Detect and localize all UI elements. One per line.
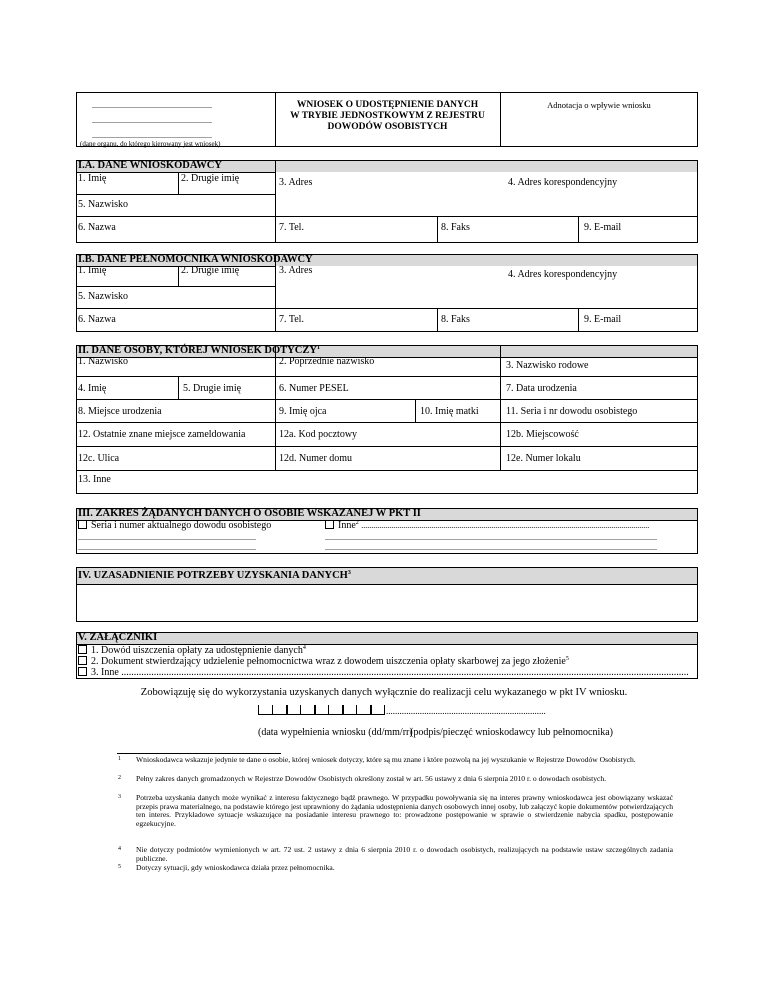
form-title-line-1: WNIOSEK O UDOSTĘPNIENIE DANYCH [296, 100, 479, 110]
ii-mother-name[interactable]: 10. Imię matki [420, 406, 479, 417]
ib-second-name[interactable]: 2. Drugie imię [181, 265, 240, 276]
organ-dots-1: ............................................................ [92, 101, 212, 110]
ib-address[interactable]: 3. Adres [279, 265, 313, 276]
footnote-separator [117, 753, 281, 754]
ia-second-name[interactable]: 2. Drugie imię [181, 173, 240, 184]
v-checkbox-other[interactable] [78, 667, 87, 676]
iii-checkbox-other[interactable] [325, 520, 334, 529]
ii-previous-surname[interactable]: 2. Poprzednie nazwisko [279, 356, 375, 367]
ii-father-name[interactable]: 9. Imię ojca [279, 406, 327, 417]
ii-street[interactable]: 12c. Ulica [78, 453, 120, 464]
ia-email[interactable]: 9. E-mail [584, 222, 622, 233]
footnote-2: Pełny zakres danych gromadzonych w Rejestrze Dowodów Osobistych określony został w art. 56 ustawy z dnia 6 sierpnia 2010 r. o dowodach osobistych. [136, 774, 607, 783]
ii-pesel[interactable]: 6. Numer PESEL [279, 383, 349, 394]
ii-birth-date[interactable]: 7. Data urodzenia [506, 383, 577, 394]
v-checkbox-fee-proof[interactable] [78, 645, 87, 654]
footnote-3-number: 3 [118, 794, 121, 800]
v-item-power-of-attorney[interactable]: 2. Dokument stwierdzający udzielenie pełnomocnictwa wraz z dowodem uiszczenia opłaty skarbowej za jego złożenie$^5$ [78, 656, 569, 667]
section-ib-title: I.B. DANE PEŁNOMOCNIKA WNIOSKODAWCY [78, 254, 313, 265]
ii-house-number[interactable]: 12d. Numer domu [279, 453, 353, 464]
ib-correspondence-address[interactable]: 4. Adres korespondencyjny [508, 269, 618, 280]
ia-correspondence-address[interactable]: 4. Adres korespondencyjny [508, 177, 618, 188]
v-item-fee-proof[interactable]: 1. Dowód uiszczenia opłaty za udostępnienie danych$^4$ [78, 645, 306, 656]
footnote-4-number: 4 [118, 846, 121, 852]
date-boxes[interactable] [258, 705, 398, 717]
iii-option-other[interactable]: Inne$^2$ ................................................................................................................................................ [325, 520, 649, 531]
footnote-2-number: 2 [118, 775, 121, 781]
ib-name[interactable]: 6. Nazwa [78, 314, 116, 325]
form-title-line-2: W TRYBIE JEDNOSTKOWYM Z REJESTRU [290, 111, 485, 121]
iii-option-id-series[interactable]: Seria i numer aktualnego dowodu osobistego [78, 520, 271, 531]
iii-left-dots-2: ......................................................................................... [78, 543, 256, 552]
date-label: (data wypełnienia wniosku (dd/mm/rr) [258, 727, 413, 738]
ib-first-name[interactable]: 1. Imię [78, 265, 107, 276]
ib-surname[interactable]: 5. Nazwisko [78, 291, 128, 302]
section-ii [76, 345, 698, 494]
signature-label: (podpis/pieczęć wnioskodawcy lub pełnomocnika) [410, 727, 613, 738]
v-item-other[interactable]: 3. Inne ................................................................................................................................................................................................................................... [78, 667, 694, 678]
section-ia-title: I.A. DANE WNIOSKODAWCY [78, 160, 222, 171]
ii-city[interactable]: 12b. Miejscowość [506, 429, 579, 440]
v-checkbox-power-of-attorney[interactable] [78, 656, 87, 665]
section-iv-title: IV. UZASADNIENIE POTRZEBY UZYSKANIA DANYCH$^3$ [78, 570, 351, 581]
iii-checkbox-id-series[interactable] [78, 520, 87, 529]
iii-left-dots-1: ......................................................................................... [78, 533, 256, 542]
ia-first-name[interactable]: 1. Imię [78, 173, 107, 184]
ia-phone[interactable]: 7. Tel. [279, 222, 304, 233]
footnote-4: Nie dotyczy podmiotów wymienionych w art. 72 ust. 2 ustawy z dnia 6 sierpnia 2010 r. o dowodach osobistych, realizujących na podstawie ustaw szczególnych zadania publiczne. [136, 845, 673, 863]
organ-dots-2: ............................................................ [92, 116, 212, 125]
ii-last-registered-place[interactable]: 12. Ostatnie znane miejsce zameldowania [78, 429, 246, 440]
ib-phone[interactable]: 7. Tel. [279, 314, 304, 325]
annotation-label: Adnotacja o wpływie wniosku [547, 100, 651, 110]
ib-email[interactable]: 9. E-mail [584, 314, 622, 325]
footnote-5: Dotyczy sytuacji, gdy wnioskodawca działa przez pełnomocnika. [136, 863, 335, 872]
organ-dots-3: ............................................................ [92, 131, 212, 140]
ii-apartment-number[interactable]: 12e. Numer lokalu [506, 453, 581, 464]
organ-note: (dane organu, do którego kierowany jest wniosek) [80, 140, 221, 148]
ii-surname[interactable]: 1. Nazwisko [78, 356, 128, 367]
ib-fax[interactable]: 8. Faks [441, 314, 470, 325]
footnote-1: Wnioskodawca wskazuje jedynie te dane o osobie, której wniosek dotyczy, które są mu znane i które pozwolą na jej wyszukanie w Rejestrze Dowodów Osobistych. [136, 755, 636, 764]
ii-first-name[interactable]: 4. Imię [78, 383, 107, 394]
ii-postal-code[interactable]: 12a. Kod pocztowy [279, 429, 358, 440]
justification-field[interactable] [77, 585, 697, 621]
ia-address[interactable]: 3. Adres [279, 177, 313, 188]
section-iii-title: III. ZAKRES ŻĄDANYCH DANYCH O OSOBIE WSKAZANEJ W PKT II [78, 508, 421, 519]
iii-right-dots-2: ...................................................................................................................................................................... [325, 543, 657, 552]
declaration-text: Zobowiązuję się do wykorzystania uzyskanych danych wyłącznie do realizacji celu wykazanego w pkt IV wniosku. [140, 687, 628, 698]
section-ii-title: II. DANE OSOBY, KTÓREJ WNIOSEK DOTYCZY$^1$ [78, 345, 320, 356]
ia-fax[interactable]: 8. Faks [441, 222, 470, 233]
ii-birth-place[interactable]: 8. Miejsce urodzenia [78, 406, 162, 417]
section-v-title: V. ZAŁĄCZNIKI [78, 632, 158, 643]
form-title-line-3: DOWODÓW OSOBISTYCH [327, 122, 448, 132]
ii-maiden-name[interactable]: 3. Nazwisko rodowe [506, 360, 589, 371]
footnote-5-number: 5 [118, 864, 121, 870]
ii-other[interactable]: 13. Inne [78, 474, 111, 485]
ii-second-name[interactable]: 5. Drugie imię [183, 383, 242, 394]
footnote-3: Potrzeba uzyskania danych może wynikać z interesu faktycznego bądź prawnego. W przypadku powoływania się na interes prawny wnioskodawca jest obowiązany wskazać przepis prawa materialnego, na podstawie którego jest uprawniony do żądania udostępnienia danych osobowych innej osoby, lub załączyć kopie dokumentów potwierdzających ten interes. Przykładowe sytuacje wskazujące na posiadanie interesu prawnego to: prowadzone postępowanie w sprawie o stwierdzenie nabycia spadku, postępowanie egzekucyjne. [136, 793, 673, 828]
signature-line[interactable]: ....................................................................... [386, 706, 546, 716]
iii-right-dots-1: ...................................................................................................................................................................... [325, 533, 657, 542]
ii-id-series-number[interactable]: 11. Seria i nr dowodu osobistego [506, 406, 638, 417]
footnote-1-number: 1 [118, 756, 121, 762]
ia-surname[interactable]: 5. Nazwisko [78, 199, 128, 210]
ia-name[interactable]: 6. Nazwa [78, 222, 116, 233]
